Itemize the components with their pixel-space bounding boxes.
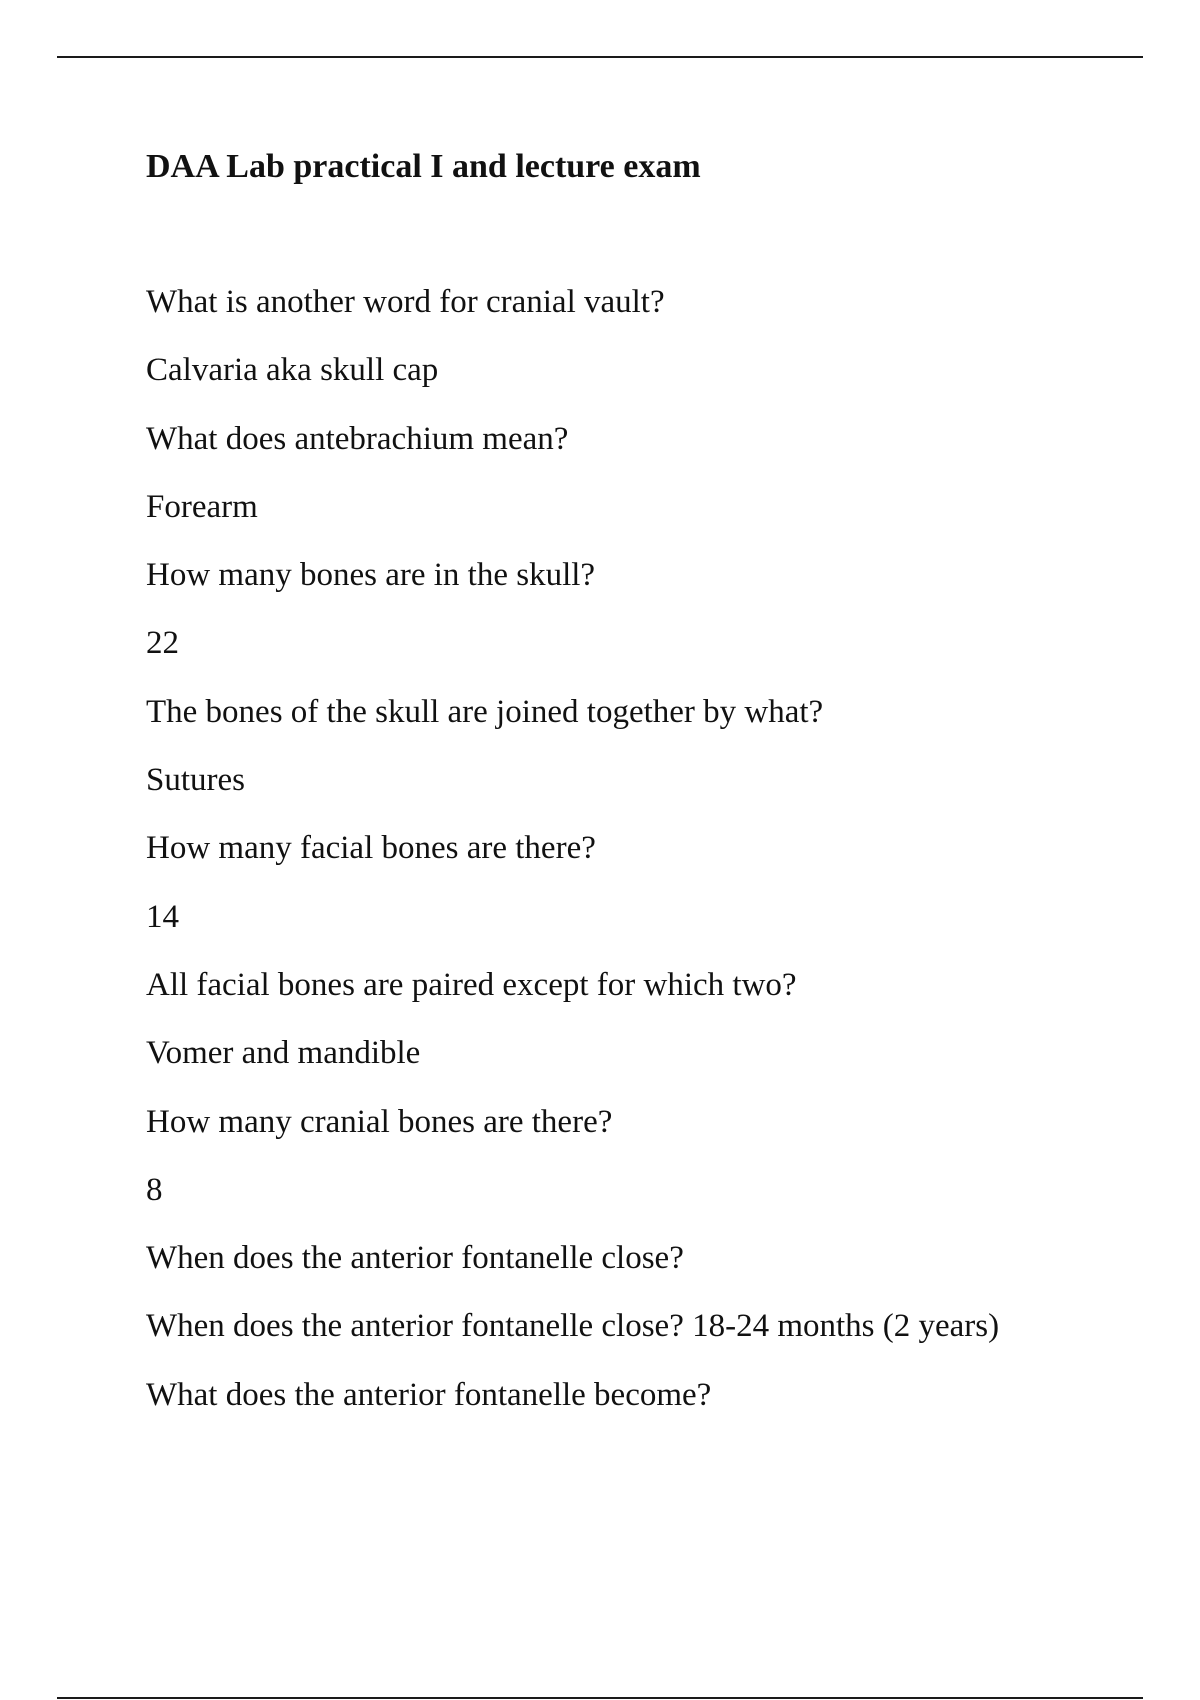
question-line: How many bones are in the skull? bbox=[146, 557, 596, 594]
answer-line: 14 bbox=[146, 898, 179, 935]
answer-line: Vomer and mandible bbox=[146, 1035, 421, 1072]
answer-line: 8 bbox=[146, 1171, 163, 1208]
question-line: How many facial bones are there? bbox=[146, 830, 596, 867]
answer-line: Calvaria aka skull cap bbox=[146, 352, 439, 389]
question-line: What does the anterior fontanelle become? bbox=[146, 1376, 712, 1413]
question-line: What is another word for cranial vault? bbox=[146, 284, 665, 320]
answer-line: 22 bbox=[146, 625, 179, 662]
document-title: DAA Lab practical I and lecture exam bbox=[146, 148, 701, 185]
question-line: All facial bones are paired except for which two? bbox=[146, 966, 797, 1003]
answer-line: Forearm bbox=[146, 488, 258, 525]
question-line: How many cranial bones are there? bbox=[146, 1103, 613, 1140]
question-line: What does antebrachium mean? bbox=[146, 420, 569, 457]
question-line: The bones of the skull are joined together by what? bbox=[146, 693, 824, 730]
question-answer-list bbox=[146, 282, 999, 1443]
answer-line: Sutures bbox=[146, 762, 245, 799]
question-line: When does the anterior fontanelle close? bbox=[146, 1240, 684, 1277]
answer-line: When does the anterior fontanelle close? 18-24 months (2 years) bbox=[146, 1308, 1000, 1345]
header-rule bbox=[57, 56, 1143, 58]
footer-rule bbox=[57, 1697, 1143, 1699]
